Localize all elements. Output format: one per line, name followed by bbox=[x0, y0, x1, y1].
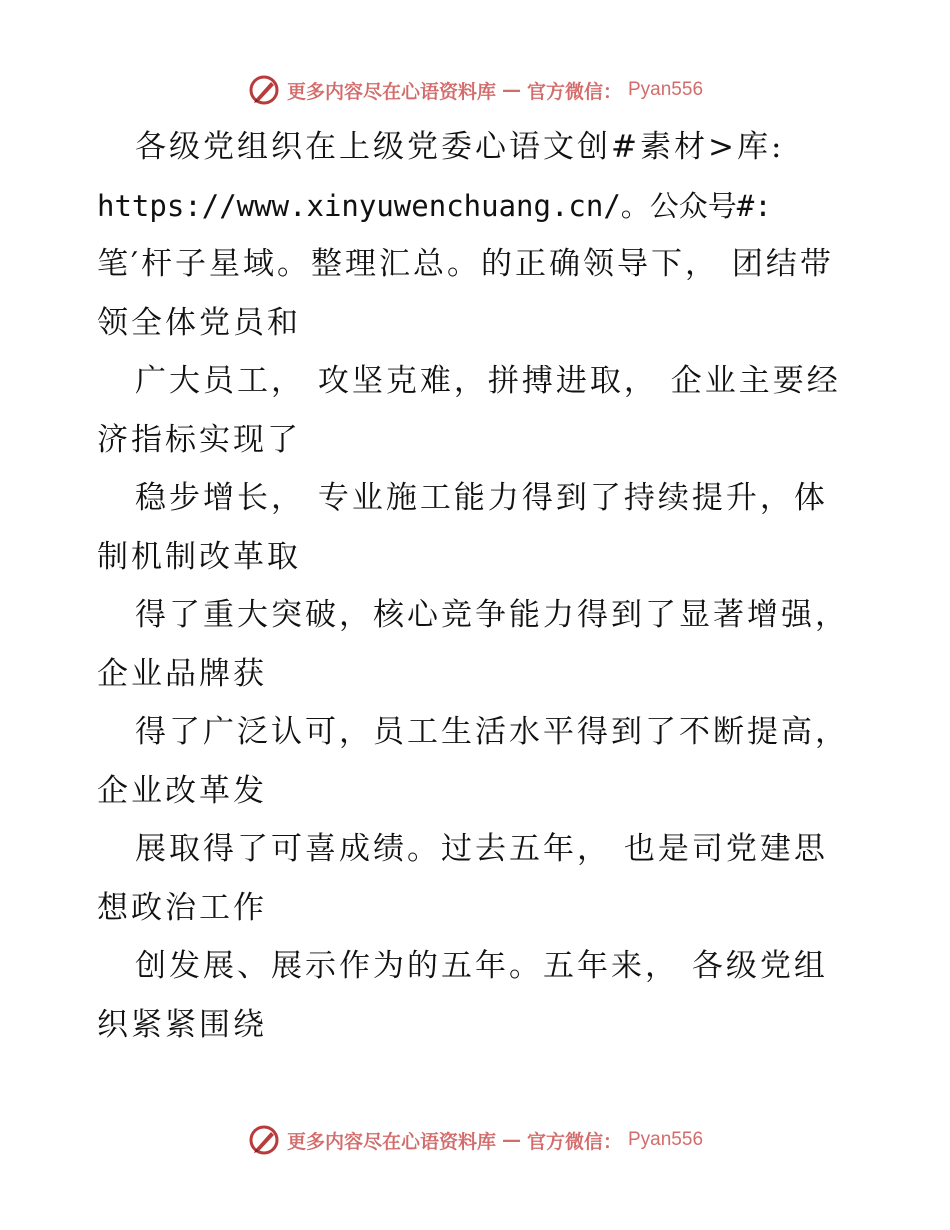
text-line: 企业品牌获 bbox=[97, 655, 267, 692]
header-banner bbox=[0, 70, 950, 110]
text-line: 制机制改革取 bbox=[97, 538, 301, 575]
text-line: 想政治工作 bbox=[97, 889, 267, 926]
document-body bbox=[97, 118, 857, 1054]
banner-slogan: 更多内容尽在心语资料库 bbox=[286, 80, 496, 103]
banner-contact-label: 官方微信： bbox=[526, 80, 622, 103]
text-line: 企业改革发 bbox=[97, 772, 267, 809]
text-line: https://www.xinyuwenchuang.cn/。公众号#: bbox=[97, 188, 772, 223]
text-line: 创发展、展示作为的五年。五年来， 各级党组 bbox=[135, 948, 828, 984]
banner-separator: — bbox=[501, 1129, 521, 1151]
text-line: 得了重大突破，核心竞争能力得到了显著增强， bbox=[135, 597, 849, 633]
banner-slogan: 更多内容尽在心语资料库 bbox=[286, 1130, 496, 1153]
text-line: 领全体党员和 bbox=[97, 304, 301, 341]
text-line: 得了广泛认可，员工生活水平得到了不断提高， bbox=[135, 714, 849, 750]
pen-logo-icon bbox=[247, 73, 281, 107]
text-line: 展取得了可喜成绩。过去五年， 也是司党建思 bbox=[135, 831, 828, 867]
banner-contact-id: Pyan556 bbox=[628, 79, 704, 100]
text-line: 稳步增长， 专业施工能力得到了持续提升，体 bbox=[135, 480, 828, 516]
pen-logo-icon bbox=[247, 1123, 281, 1157]
text-line: 各级党组织在上级党委心语文创#素材>库: bbox=[135, 129, 785, 165]
text-line: 济指标实现了 bbox=[97, 421, 301, 458]
text-line: 笔′杆子星域。整理汇总。的正确领导下， 团结带 bbox=[97, 246, 834, 282]
text-line: 织紧紧围绕 bbox=[97, 1006, 267, 1043]
text-line: 广大员工， 攻坚克难，拼搏进取， 企业主要经 bbox=[135, 363, 841, 399]
banner-contact-label: 官方微信： bbox=[526, 1130, 622, 1153]
footer-banner bbox=[0, 1120, 950, 1160]
banner-separator: — bbox=[501, 79, 521, 101]
banner-contact-id: Pyan556 bbox=[628, 1129, 704, 1150]
